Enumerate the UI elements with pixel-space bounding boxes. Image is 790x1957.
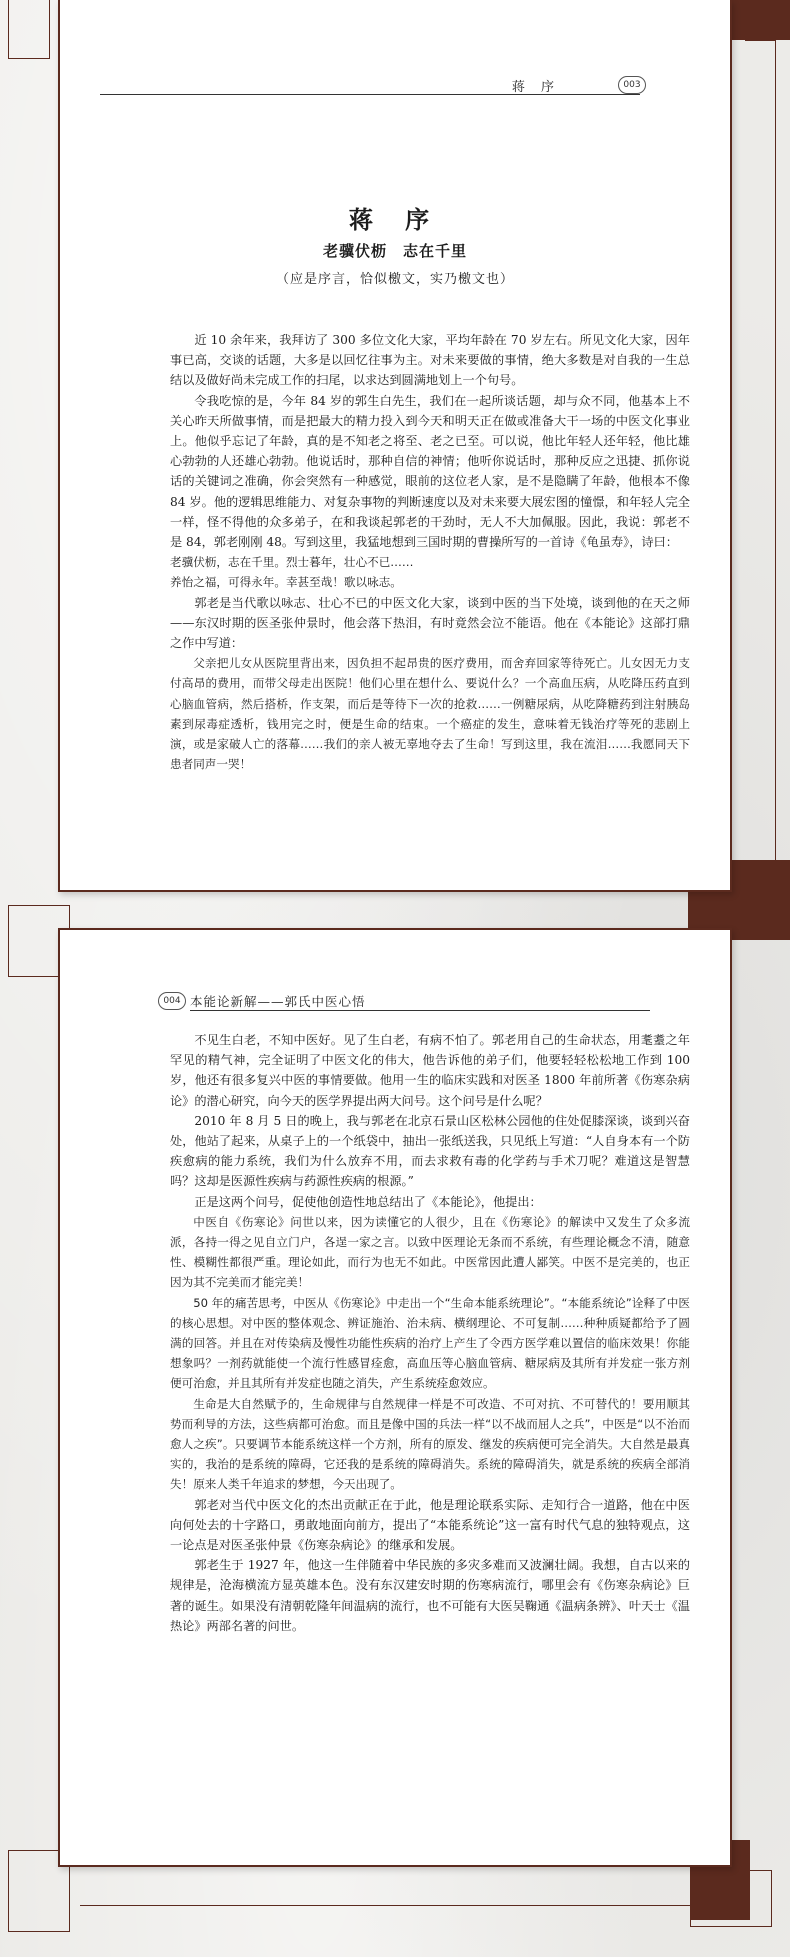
body-text [170, 330, 690, 774]
paragraph: 近 10 余年来，我拜访了 300 多位文化大家，平均年龄在 70 岁左右。所见文化大家，因年事已高，交谈的话题，大多是以回忆往事为主。对未来要做的事情，绝大多数是对自我的一生总结以及做好尚未完成工作的扫尾，以求达到圆满地划上一个句号。 [170, 333, 690, 388]
paragraph: 令我吃惊的是，今年 84 岁的郭生白先生，我们在一起所谈话题，却与众不同，他基本上不关心昨天所做事情，而是把最大的精力投入到今天和明天正在做或准备大干一场的中医文化事业上。他似乎忘记了年龄，真的是不知老之将至、老之已至。可以说，他比年轻人还年轻，他比雄心勃勃的人还雄心勃勃。他说话时，那种自信的神情；他听你说话时，那种反应之迅捷、抓你说话的关键词之准确，你会突然有一种感觉，眼前的这位老人家，是不是隐瞒了年龄，他根本不像 84 岁。他的逻辑思维能力、对复杂事物的判断速度以及对未来要大展宏图的憧憬，和年轻人完全一样，怪不得他的众多弟子，在和我谈起郭老的干劲时，无人不大加佩服。因此，我说：郭老不是 84，郭老刚刚 48。写到这里，我猛地想到三国时期的曹操所写的一首诗《龟虽寿》，诗曰： [170, 393, 690, 550]
book-page-003 [58, 0, 732, 892]
block-quote: 父亲把儿女从医院里背出来，因负担不起昂贵的医疗费用，而舍弃回家等待死亡。儿女因无力支付高昂的费用，而带父母走出医院！他们心里在想什么、要说什么？一个高血压病，从吃降压药直到心脑血管病，然后搭桥，作支架，而后是等待下一次的抢救……一例糖尿病，从吃降糖药到注射胰岛素到尿毒症透析，钱用完之时，便是生命的结束。一个癌症的发生，意味着无钱治疗等死的悲剧上演，或是家破人亡的落幕……我们的亲人被无辜地夺去了生命！写到这里，我在流泪……我愿同天下患者同声一哭！ [170, 656, 690, 772]
page-number: 004 [158, 992, 186, 1010]
paragraph: 2010 年 8 月 5 日的晚上，我与郭老在北京石景山区松林公园他的住处促膝深谈，谈到兴奋处，他站了起来，从桌子上的一个纸袋中，抽出一张纸送我，只见纸上写道：“人自身本有一个防疾愈病的能力系统，我们为什么放弃不用，而去求救有毒的化学药与手术刀呢？难道这是智慧吗？这却是医源性疾病与药源性疾病的根源。” [170, 1113, 690, 1189]
running-header [100, 76, 640, 95]
running-header-title: 本能论新解——郭氏中医心悟 [190, 994, 366, 1009]
paragraph: 郭老生于 1927 年，他这一生伴随着中华民族的多灾多难而又波澜壮阔。我想，自古以来的规律是，沧海横流方显英雄本色。没有东汉建安时期的伤寒病流行，哪里会有《伤寒杂病论》巨著的诞生。如果没有清朝乾隆年间温病的流行，也不可能有大医吴鞠通《温病条辨》、叶天士《温热论》两部名著的问世。 [170, 1558, 690, 1633]
paragraph: 郭老对当代中医文化的杰出贡献正在于此，他是理论联系实际、走知行合一道路，他在中医向何处去的十字路口，勇敢地面向前方，提出了“本能系统论”这一富有时代气息的独特观点，这一论点是对医圣张仲景《伤寒杂病论》的继承和发展。 [170, 1497, 690, 1553]
page-number: 003 [618, 76, 646, 94]
paragraph: 郭老是当代歌以咏志、壮心不已的中医文化大家，谈到中医的当下处境，谈到他的在天之师——东汉时期的医圣张仲景时，他会落下热泪，有时竟然会泣不能语。他在《本能论》这部打鼎之作中写道： [170, 595, 690, 651]
body-text [170, 1030, 690, 1636]
chapter-note: （应是序言，恰似檄文，实乃檄文也） [275, 272, 514, 287]
chapter-title: 蒋 序 [348, 205, 442, 234]
verse-line: 老骥伏枥，志在千里。烈士暮年，壮心不已…… [170, 555, 414, 570]
paragraph: 不见生白老，不知中医好。见了生白老，有病不怕了。郭老用自己的生命状态，用耄耋之年罕见的精气神，完全证明了中医文化的伟大，他告诉他的弟子们，他要轻轻松松地工作到 100 岁，他还有很多复兴中医的事情要做。他用一生的临床实践和对医圣 1800 年前所著《伤寒杂病论》的潜心研究，向今天的医学界提出两大问号。这个问号是什么呢？ [170, 1033, 690, 1108]
running-header [190, 992, 650, 1011]
block-quote: 中医自《伤寒论》问世以来，因为读懂它的人很少，且在《伤寒论》的解读中又发生了众多流派，各持一得之见自立门户，各逞一家之言。以致中医理论无条而不系统，有些理论概念不清，随意性、模糊性都很严重。理论如此，而行为也无不如此。中医常因此遭人鄙笑。中医不是完美的，也正因为其不完美而才能完美！ [170, 1214, 690, 1290]
block-quote: 50 年的痛苦思考，中医从《伤寒论》中走出一个“生命本能系统理论”。“本能系统论”诠释了中医的核心思想。对中医的整体观念、辨证施治、治未病、横纲理论、不可复制……种种质疑都给予了圆满的回答。并且在对传染病及慢性功能性疾病的治疗上产生了令西方医学难以置信的临床效果！你能想象吗？一剂药就能使一个流行性感冒痊愈，高血压等心脑血管病、糖尿病及其所有并发症一张方剂便可治愈，并且其所有并发症也随之消失，产生系统痊愈效应。 [170, 1295, 690, 1391]
block-quote: 生命是大自然赋予的，生命规律与自然规律一样是不可改造、不可对抗、不可替代的！要用顺其势而利导的方法，这些病都可治愈。而且是像中国的兵法一样“以不战而屈人之兵”，中医是“以不治而愈人之疾”。只要调节本能系统这样一个方剂，所有的原发、继发的疾病便可完全消失。大自然是最真实的，我治的是系统的障碍，它还我的是系统的障碍消失。系统的障碍消失，就是系统的疾病全部消失！原来人类千年追求的梦想，今天出现了。 [170, 1396, 690, 1492]
frame-line-right-upper [745, 40, 776, 872]
paragraph: 正是这两个问号，促使他创造性地总结出了《本能论》，他提出： [194, 1194, 542, 1209]
book-page-004 [58, 928, 732, 1867]
chapter-subtitle: 老骥伏枥 志在千里 [322, 242, 467, 260]
frame-line-top-left [8, 0, 50, 59]
verse-line: 养怡之福，可得永年。幸甚至哉！歌以咏志。 [170, 575, 402, 590]
frame-line-bottom-long [80, 1905, 690, 1906]
running-header-title: 蒋 序 [511, 80, 560, 95]
